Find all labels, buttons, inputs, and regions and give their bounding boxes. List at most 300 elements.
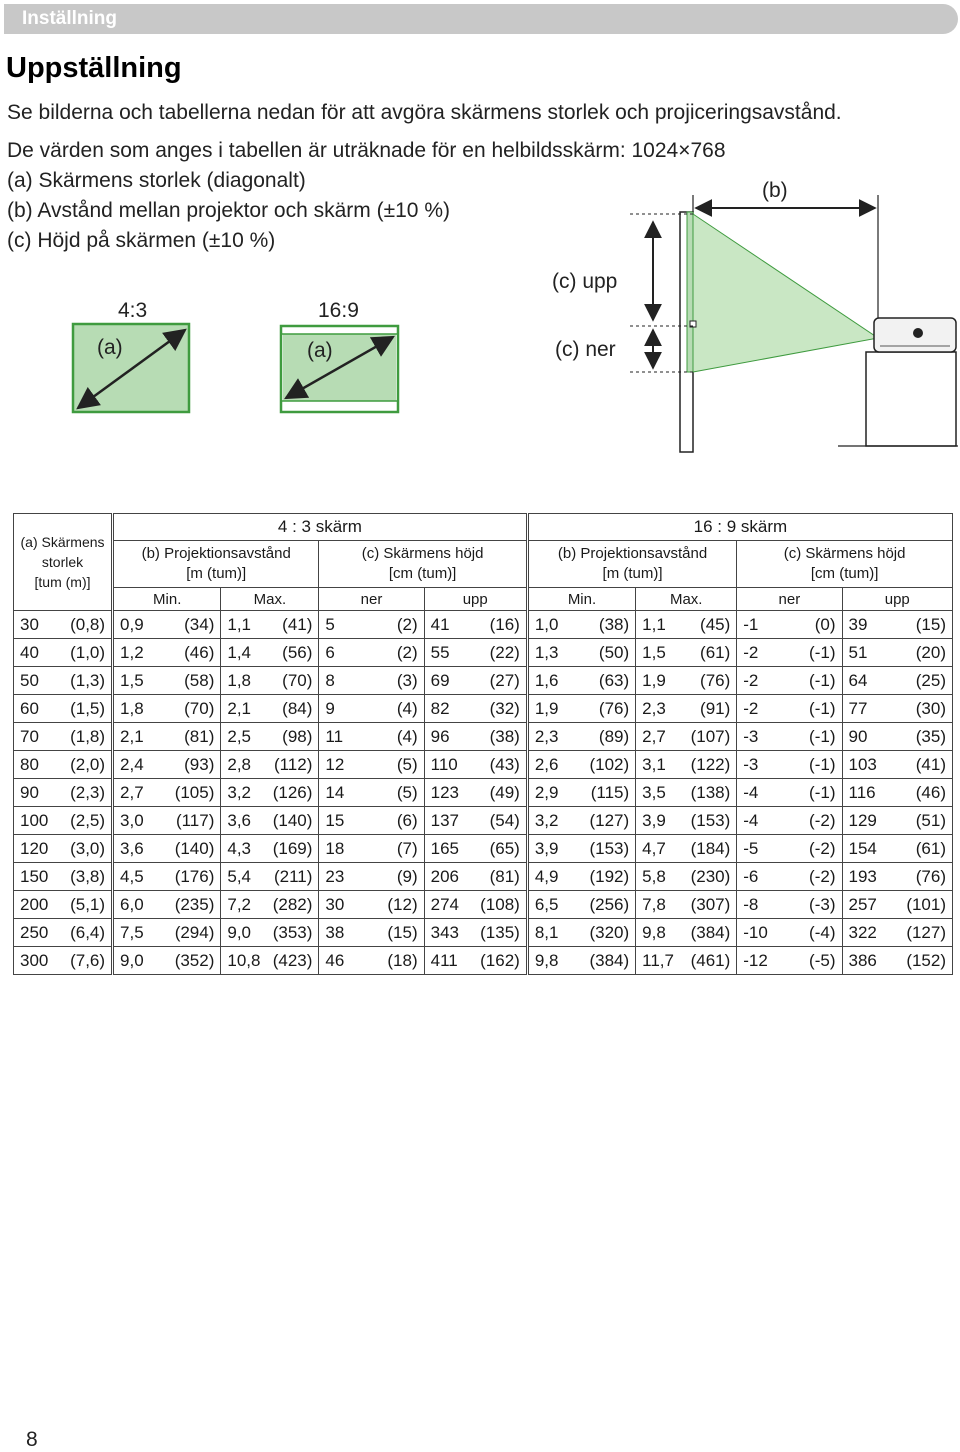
cell-value-alt-unit: (307) <box>690 894 731 914</box>
cell-value-alt-unit: (112) <box>273 754 313 774</box>
col-distance-43-unit: [m (tum)] <box>186 565 247 582</box>
cell-value-alt-unit: (115) <box>590 782 630 802</box>
cell-value: -12 <box>743 950 768 970</box>
table-cell <box>636 639 737 667</box>
table-cell <box>221 835 319 863</box>
cell-value-alt-unit: (7) <box>396 838 418 858</box>
cell-value: 8,1 <box>534 922 559 942</box>
cell-value: 77 <box>848 698 868 718</box>
intro-line-2: De värden som anges i tabellen är uträknade för en helbildsskärm: 1024×768 <box>7 139 726 162</box>
col-distance-169-title: (b) Projektionsavstånd <box>557 545 708 562</box>
cell-value-alt-unit: (30) <box>915 698 946 718</box>
table-cell <box>14 863 113 891</box>
cell-value: 5,4 <box>227 866 252 886</box>
table-cell <box>221 611 319 639</box>
cell-value-alt-unit: (25) <box>915 670 946 690</box>
cell-value: 165 <box>430 838 459 858</box>
cell-value: 39 <box>848 614 868 634</box>
col-height-43 <box>319 541 527 588</box>
cell-value-alt-unit: (1,0) <box>70 642 106 662</box>
cell-value-alt-unit: (3,8) <box>70 866 106 886</box>
table-cell <box>842 835 953 863</box>
cell-value: 343 <box>430 922 459 942</box>
table-cell <box>737 863 842 891</box>
cell-value: 300 <box>20 950 49 970</box>
cell-value: 0,9 <box>120 614 144 634</box>
cell-value-alt-unit: (-5) <box>809 950 836 970</box>
cell-value-alt-unit: (107) <box>690 726 731 746</box>
cell-value: 30 <box>20 614 39 634</box>
ratio-label-43: 4:3 <box>118 299 148 322</box>
cell-value: 12 <box>325 754 345 774</box>
table-cell <box>14 751 113 779</box>
table-cell <box>221 639 319 667</box>
cell-value-alt-unit: (32) <box>489 698 520 718</box>
cell-value-alt-unit: (81) <box>489 866 520 886</box>
table-cell <box>113 723 221 751</box>
table-cell <box>527 863 635 891</box>
cell-value-alt-unit: (51) <box>915 810 946 830</box>
cell-value-alt-unit: (2,5) <box>70 810 106 830</box>
table-cell <box>842 723 953 751</box>
stub-header-line-1: (a) Skärmens <box>20 534 105 550</box>
table-cell <box>221 807 319 835</box>
diagonal-label-169: (a) <box>307 339 333 362</box>
cell-value-alt-unit: (176) <box>174 866 215 886</box>
cell-value: -3 <box>743 754 759 774</box>
table-cell <box>842 667 953 695</box>
cell-value-alt-unit: (6,4) <box>70 922 106 942</box>
cell-value-alt-unit: (0,8) <box>70 614 106 634</box>
cell-value: 206 <box>430 866 459 886</box>
cell-value-alt-unit: (256) <box>589 894 630 914</box>
cell-value-alt-unit: (153) <box>589 838 630 858</box>
cell-value: 2,1 <box>227 698 252 718</box>
cell-value: 257 <box>848 894 877 914</box>
table-cell <box>527 695 635 723</box>
cell-value: 69 <box>430 670 450 690</box>
cell-value: 9,8 <box>534 950 559 970</box>
cell-value: 10,8 <box>227 950 261 970</box>
cell-value-alt-unit: (20) <box>915 642 946 662</box>
cell-value: 116 <box>848 782 876 802</box>
cell-value-alt-unit: (2,0) <box>70 754 106 774</box>
table-cell <box>527 639 635 667</box>
cell-value-alt-unit: (-1) <box>809 698 836 718</box>
table-cell <box>842 611 953 639</box>
cell-value: 1,9 <box>534 698 559 718</box>
col-distance-43 <box>113 541 319 588</box>
cell-value-alt-unit: (5,1) <box>70 894 106 914</box>
cell-value: 274 <box>430 894 459 914</box>
cell-value-alt-unit: (15) <box>915 614 946 634</box>
table-row <box>14 891 953 919</box>
table-cell <box>113 667 221 695</box>
cell-value-alt-unit: (89) <box>598 726 630 746</box>
table-cell <box>842 891 953 919</box>
table-cell <box>221 863 319 891</box>
projection-beam <box>693 214 878 372</box>
cell-value: 137 <box>430 810 459 830</box>
cell-value: 90 <box>20 782 39 802</box>
table-cell <box>221 723 319 751</box>
table-cell <box>319 947 424 975</box>
cell-value-alt-unit: (2) <box>396 614 418 634</box>
table-cell <box>221 891 319 919</box>
cell-value-alt-unit: (135) <box>480 922 520 942</box>
cell-value-alt-unit: (169) <box>272 838 313 858</box>
table-cell <box>319 779 424 807</box>
cell-value-alt-unit: (93) <box>184 754 215 774</box>
cell-value-alt-unit: (43) <box>489 754 520 774</box>
cell-value: -4 <box>743 810 759 830</box>
cell-value: 70 <box>20 726 39 746</box>
table-cell <box>319 919 424 947</box>
cell-value: 200 <box>20 894 49 914</box>
table-cell <box>14 611 113 639</box>
cell-value: 46 <box>325 950 345 970</box>
table-cell <box>319 695 424 723</box>
page-title: Uppställning <box>6 52 182 84</box>
diagonal-label-43: (a) <box>97 336 123 359</box>
cell-value-alt-unit: (162) <box>480 950 520 970</box>
table-cell <box>113 919 221 947</box>
cell-value: 30 <box>325 894 345 914</box>
table-cell <box>527 723 635 751</box>
cell-value-alt-unit: (50) <box>598 642 630 662</box>
cell-value-alt-unit: (117) <box>175 810 215 830</box>
table-cell <box>636 695 737 723</box>
col-height-169-title: (c) Skärmens höjd <box>783 545 906 562</box>
cell-value: 7,5 <box>120 922 144 942</box>
table-cell <box>221 751 319 779</box>
cell-value: 3,5 <box>642 782 666 802</box>
col-min-169: Min. <box>527 588 635 611</box>
table-cell <box>424 891 527 919</box>
table-cell <box>424 779 527 807</box>
cell-value-alt-unit: (-2) <box>809 866 836 886</box>
col-down-43: ner <box>319 588 424 611</box>
cell-value-alt-unit: (3,0) <box>70 838 106 858</box>
cell-value-alt-unit: (5) <box>396 754 418 774</box>
cell-value-alt-unit: (56) <box>282 642 313 662</box>
cell-value: 1,1 <box>642 614 666 634</box>
table-cell <box>636 863 737 891</box>
cell-value: 1,0 <box>534 614 559 634</box>
table-cell <box>737 919 842 947</box>
table-cell <box>842 639 953 667</box>
cell-value: 2,7 <box>642 726 666 746</box>
cell-value-alt-unit: (138) <box>690 782 731 802</box>
col-max-169: Max. <box>636 588 737 611</box>
cell-value-alt-unit: (153) <box>690 810 731 830</box>
table-cell <box>737 807 842 835</box>
cell-value: 6,0 <box>120 894 144 914</box>
col-up-43: upp <box>424 588 527 611</box>
table-row <box>14 863 953 891</box>
cell-value-alt-unit: (54) <box>489 810 520 830</box>
cell-value: 64 <box>848 670 868 690</box>
table-row <box>14 751 953 779</box>
table-cell <box>527 835 635 863</box>
table-cell <box>424 667 527 695</box>
table-row <box>14 639 953 667</box>
cell-value: 4,5 <box>120 866 144 886</box>
cell-value-alt-unit: (65) <box>489 838 520 858</box>
cell-value: 2,4 <box>120 754 144 774</box>
table-cell <box>636 779 737 807</box>
table-cell <box>221 667 319 695</box>
table-cell <box>14 723 113 751</box>
cell-value: 250 <box>20 922 49 942</box>
cell-value: 80 <box>20 754 39 774</box>
cell-value: 1,5 <box>642 642 666 662</box>
col-height-169-unit: [cm (tum)] <box>810 565 879 582</box>
cell-value: 411 <box>430 950 458 970</box>
table-cell <box>527 779 635 807</box>
table-cell <box>636 751 737 779</box>
cell-value: 7,2 <box>227 894 252 914</box>
table-cell <box>113 807 221 835</box>
cell-value-alt-unit: (22) <box>489 642 520 662</box>
cell-value: -4 <box>743 782 759 802</box>
table-cell <box>113 835 221 863</box>
stub-header-line-2: storlek <box>41 554 84 570</box>
cell-value-alt-unit: (46) <box>184 642 215 662</box>
cell-value-alt-unit: (41) <box>282 614 313 634</box>
table-cell <box>842 751 953 779</box>
cell-value: 3,1 <box>642 754 666 774</box>
cell-value-alt-unit: (230) <box>690 866 731 886</box>
cell-value-alt-unit: (-4) <box>809 922 836 942</box>
table-cell <box>737 723 842 751</box>
table-cell <box>319 751 424 779</box>
table-cell <box>14 891 113 919</box>
cell-value: 4,3 <box>227 838 252 858</box>
cell-value-alt-unit: (34) <box>184 614 215 634</box>
cell-value: 6,5 <box>534 894 559 914</box>
cell-value: 1,5 <box>120 670 144 690</box>
cell-value-alt-unit: (211) <box>273 866 313 886</box>
height-down-label: (c) ner <box>555 338 616 361</box>
cell-value: 1,6 <box>534 670 559 690</box>
cell-value-alt-unit: (18) <box>387 950 418 970</box>
cell-value: 8 <box>325 670 335 690</box>
cell-value-alt-unit: (105) <box>174 782 215 802</box>
table-cell <box>14 919 113 947</box>
cell-value-alt-unit: (235) <box>174 894 215 914</box>
intro-line-5: (c) Höjd på skärmen (±10 %) <box>7 229 276 252</box>
col-distance-169-unit: [m (tum)] <box>602 565 663 582</box>
cell-value: 1,4 <box>227 642 252 662</box>
table-row <box>14 919 953 947</box>
stub-header-line-3: [tum (m)] <box>34 574 91 590</box>
table-cell <box>424 835 527 863</box>
cell-value-alt-unit: (2) <box>396 642 418 662</box>
cell-value-alt-unit: (63) <box>598 670 630 690</box>
table-cell <box>113 863 221 891</box>
table-cell <box>14 695 113 723</box>
table-cell <box>527 667 635 695</box>
cell-value-alt-unit: (45) <box>700 614 731 634</box>
cell-value-alt-unit: (12) <box>387 894 418 914</box>
cell-value-alt-unit: (384) <box>690 922 731 942</box>
table-cell <box>424 639 527 667</box>
cell-value-alt-unit: (320) <box>589 922 630 942</box>
cell-value: 154 <box>848 838 877 858</box>
stub-header <box>14 514 113 611</box>
cell-value: 2,9 <box>534 782 559 802</box>
cell-value-alt-unit: (-1) <box>809 670 836 690</box>
table-cell <box>424 947 527 975</box>
setup-diagram <box>0 0 960 500</box>
cell-value-alt-unit: (70) <box>282 670 313 690</box>
cell-value-alt-unit: (101) <box>906 894 946 914</box>
cell-value: 3,2 <box>534 810 559 830</box>
cell-value-alt-unit: (38) <box>598 614 630 634</box>
col-distance-169 <box>527 541 736 588</box>
col-min-43: Min. <box>113 588 221 611</box>
table-row <box>14 695 953 723</box>
cell-value: 1,8 <box>120 698 144 718</box>
table-cell <box>113 891 221 919</box>
cell-value: 386 <box>848 950 877 970</box>
cell-value-alt-unit: (9) <box>396 866 418 886</box>
table-cell <box>14 835 113 863</box>
table-cell <box>737 891 842 919</box>
table-cell <box>424 863 527 891</box>
table-cell <box>319 667 424 695</box>
table-cell <box>636 891 737 919</box>
cell-value: 1,3 <box>534 642 559 662</box>
cell-value: 1,8 <box>227 670 252 690</box>
cell-value-alt-unit: (4) <box>396 726 418 746</box>
cell-value: 18 <box>325 838 345 858</box>
cell-value-alt-unit: (15) <box>387 922 418 942</box>
cell-value: -10 <box>743 922 768 942</box>
intro-line-3: (a) Skärmens storlek (diagonalt) <box>7 169 306 192</box>
table-row <box>14 835 953 863</box>
cell-value: 110 <box>430 754 458 774</box>
table-row <box>14 723 953 751</box>
cell-value-alt-unit: (91) <box>700 698 731 718</box>
cell-value: 40 <box>20 642 39 662</box>
cell-value-alt-unit: (7,6) <box>70 950 106 970</box>
cell-value-alt-unit: (108) <box>480 894 520 914</box>
cell-value: 9,0 <box>120 950 144 970</box>
table-cell <box>842 919 953 947</box>
cell-value: 2,3 <box>642 698 666 718</box>
table-cell <box>424 751 527 779</box>
cell-value-alt-unit: (3) <box>396 670 418 690</box>
table-cell <box>424 919 527 947</box>
cell-value: 193 <box>848 866 877 886</box>
cell-value-alt-unit: (-1) <box>809 642 836 662</box>
cell-value: 6 <box>325 642 335 662</box>
table-cell <box>14 807 113 835</box>
cell-value-alt-unit: (76) <box>598 698 630 718</box>
cell-value: 15 <box>325 810 345 830</box>
projection-distance-table <box>13 513 953 975</box>
cell-value: -8 <box>743 894 759 914</box>
table-cell <box>527 751 635 779</box>
cell-value: 3,0 <box>120 810 144 830</box>
cell-value-alt-unit: (353) <box>272 922 313 942</box>
col-max-43: Max. <box>221 588 319 611</box>
table-cell <box>113 611 221 639</box>
cell-value: 100 <box>20 810 49 830</box>
table-cell <box>737 639 842 667</box>
cell-value-alt-unit: (-1) <box>809 726 836 746</box>
table-cell <box>737 947 842 975</box>
cell-value: 2,7 <box>120 782 144 802</box>
page-number: 8 <box>26 1428 38 1451</box>
table-cell <box>636 611 737 639</box>
cell-value-alt-unit: (140) <box>174 838 215 858</box>
table-cell <box>319 835 424 863</box>
cell-value: -6 <box>743 866 759 886</box>
intro-line-4: (b) Avstånd mellan projektor och skärm (±10 %) <box>7 199 450 222</box>
table-row <box>14 779 953 807</box>
table-body <box>14 611 953 975</box>
cell-value-alt-unit: (41) <box>915 754 946 774</box>
distance-label: (b) <box>762 179 788 202</box>
cell-value: 41 <box>430 614 450 634</box>
table-cell <box>319 863 424 891</box>
table-cell <box>842 779 953 807</box>
cell-value-alt-unit: (140) <box>272 810 313 830</box>
cell-value: 23 <box>325 866 345 886</box>
table-cell <box>527 807 635 835</box>
table-row <box>14 611 953 639</box>
cell-value-alt-unit: (61) <box>915 838 946 858</box>
cell-value: 1,2 <box>120 642 144 662</box>
cell-value: 38 <box>325 922 345 942</box>
table-cell <box>221 695 319 723</box>
cell-value: 14 <box>325 782 345 802</box>
table-cell <box>113 947 221 975</box>
table-cell <box>842 863 953 891</box>
cell-value: 1,1 <box>227 614 252 634</box>
cell-value-alt-unit: (38) <box>489 726 520 746</box>
table-cell <box>527 891 635 919</box>
cell-value-alt-unit: (49) <box>489 782 520 802</box>
cell-value-alt-unit: (4) <box>396 698 418 718</box>
table-cell <box>737 835 842 863</box>
table-cell <box>737 779 842 807</box>
cell-value: 2,1 <box>120 726 144 746</box>
table-cell <box>113 639 221 667</box>
cell-value-alt-unit: (6) <box>396 810 418 830</box>
cell-value-alt-unit: (-1) <box>809 782 836 802</box>
cell-value: 322 <box>848 922 877 942</box>
cell-value: -5 <box>743 838 759 858</box>
cell-value-alt-unit: (294) <box>174 922 215 942</box>
table-cell <box>636 723 737 751</box>
cell-value-alt-unit: (81) <box>184 726 215 746</box>
cell-value-alt-unit: (-2) <box>809 838 836 858</box>
cell-value: 2,3 <box>534 726 559 746</box>
cell-value-alt-unit: (76) <box>915 866 946 886</box>
group-header-43: 4 : 3 skärm <box>113 514 528 541</box>
cell-value: 103 <box>848 754 877 774</box>
cell-value-alt-unit: (5) <box>396 782 418 802</box>
table-cell <box>14 639 113 667</box>
cell-value-alt-unit: (352) <box>174 950 215 970</box>
cell-value-alt-unit: (46) <box>915 782 946 802</box>
table-cell <box>842 695 953 723</box>
cell-value: 150 <box>20 866 49 886</box>
